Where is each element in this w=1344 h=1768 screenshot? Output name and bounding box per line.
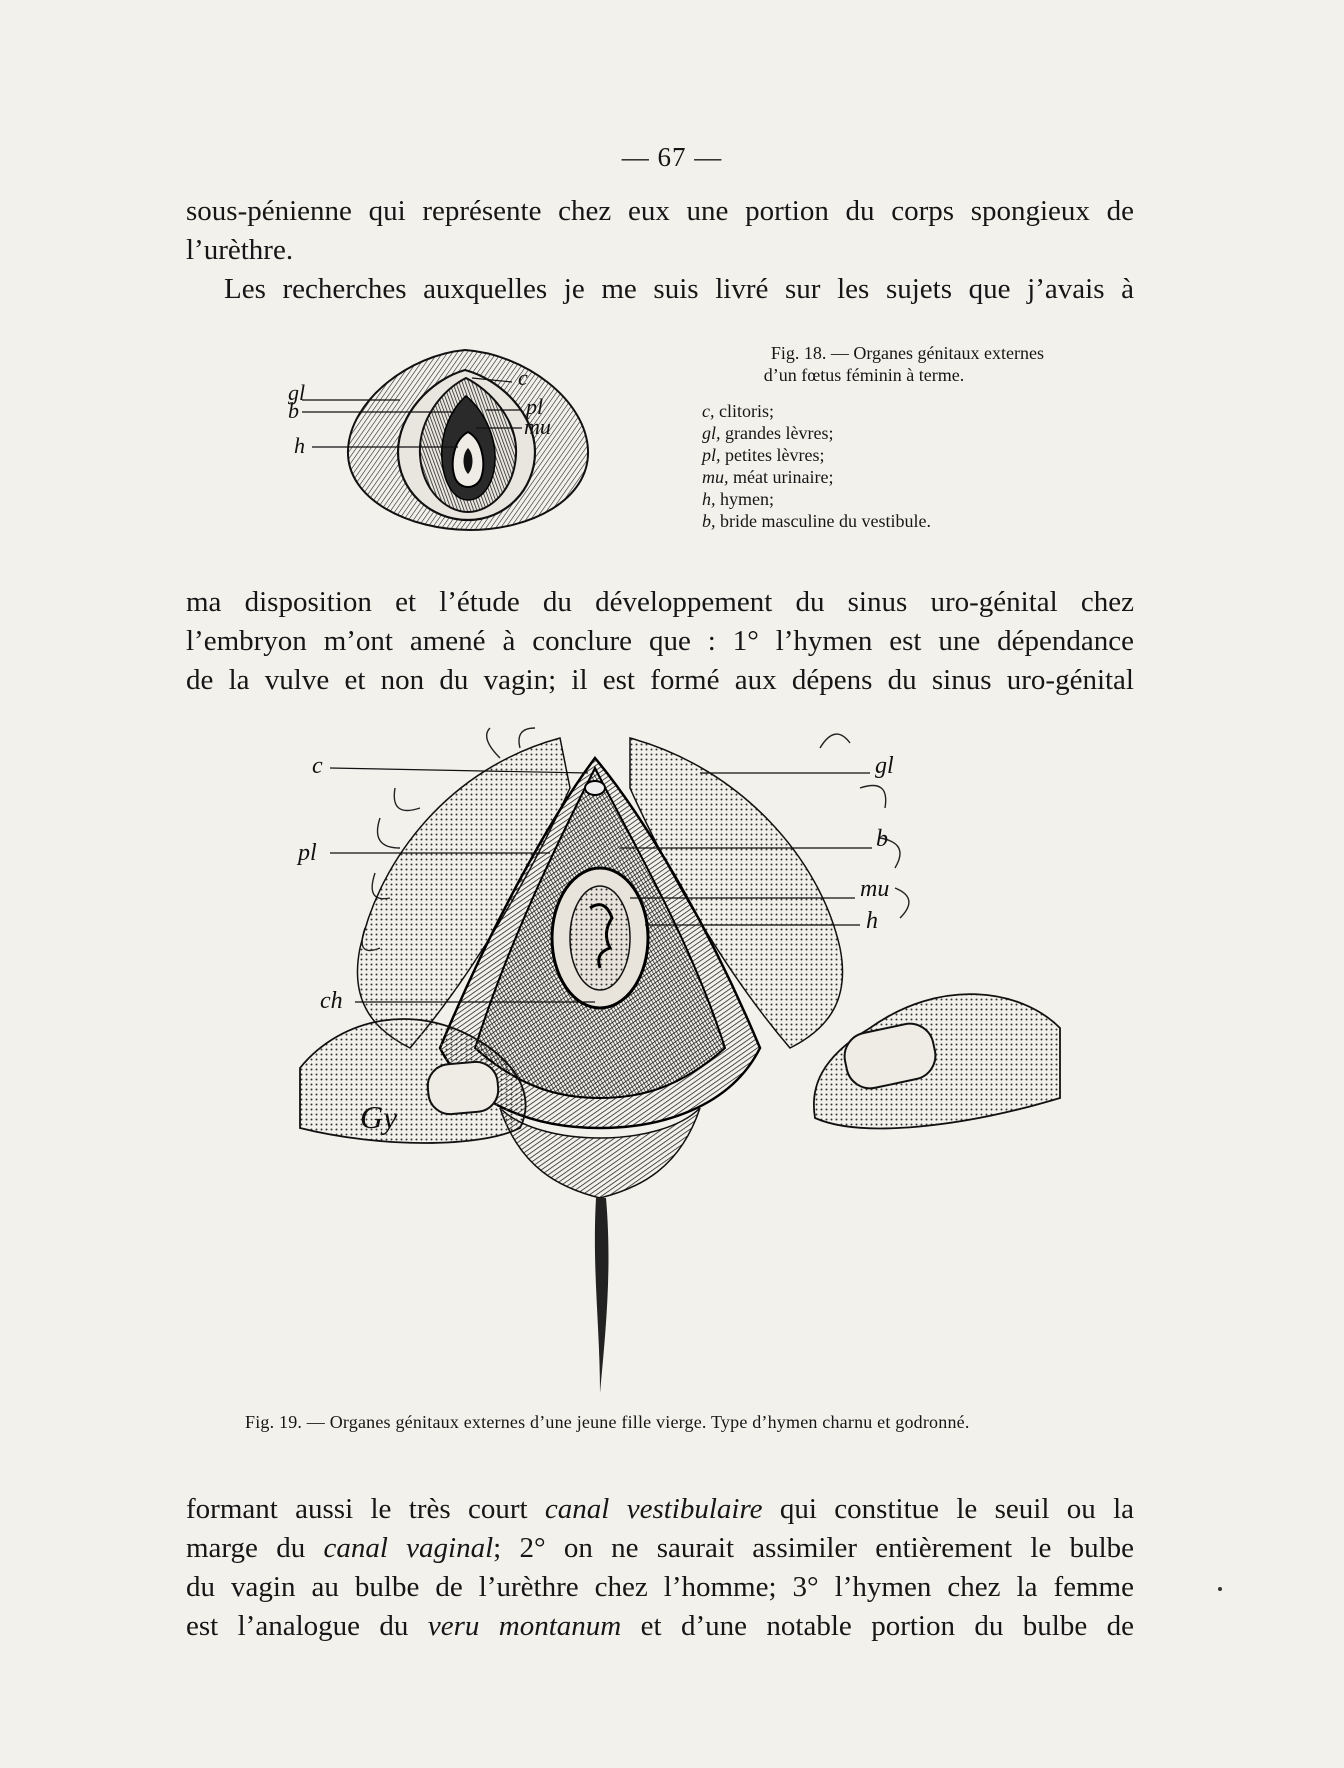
label-gl: gl (875, 753, 894, 779)
label-mu: mu (860, 876, 890, 902)
text-line: l’embryon m’ont amené à conclure que : 1° l’hymen est une dépendance (186, 625, 1134, 657)
text-line: Les recherches auxquelles je me suis livré sur les sujets que j’avais à (224, 273, 1134, 305)
page-number: — 67 — (621, 142, 723, 172)
label-mu: mu (524, 414, 551, 439)
label-b: b (288, 398, 299, 423)
caption-title: Fig. 18. — Organes génitaux externes (770, 343, 1044, 363)
text-line: marge du canal vaginal; 2° on ne saurait assimiler entièrement le bulbe (186, 1532, 1135, 1564)
label-pl: pl (298, 840, 317, 866)
legend-item: mu, méat urinaire; (702, 467, 834, 487)
label-b: b (876, 826, 888, 852)
label-pl: pl (526, 394, 544, 419)
label-gl: gl (288, 380, 306, 405)
label-h: h (294, 433, 305, 458)
text-line: formant aussi le très court canal vestibulaire qui constitue le seuil ou la (186, 1493, 1135, 1525)
text-line: du vagin au bulbe de l’urèthre chez l’homme; 3° l’hymen chez la femme (186, 1571, 1134, 1603)
paragraph-bottom (186, 1490, 1134, 1646)
figure-18-caption (684, 342, 1044, 532)
paragraph-top (186, 192, 1134, 309)
figure-18-legend (702, 400, 1044, 532)
label-h: h (866, 908, 878, 934)
legend-item: pl, petites lèvres; (702, 445, 825, 465)
text-line: de la vulve et non du vagin; il est formé aux dépens du sinus uro-génital (186, 664, 1134, 696)
legend-item: c, clitoris; (702, 401, 774, 421)
legend-item: h, hymen; (702, 489, 774, 509)
text-line: ma disposition et l’étude du développement du sinus uro-génital chez (186, 586, 1134, 618)
engraver-signature: Gy (360, 1099, 398, 1135)
label-c: c (518, 365, 528, 390)
caption-title-2: d’un fœtus féminin à terme. (763, 365, 965, 385)
label-ch: ch (320, 988, 343, 1014)
text-line: est l’analogue du veru montanum et d’une notable portion du bulbe de (186, 1610, 1134, 1642)
figure-18-illustration (290, 340, 650, 545)
paper-speck (1218, 1587, 1222, 1591)
label-c: c (312, 753, 323, 779)
figure-19-caption: Fig. 19. — Organes génitaux externes d’une jeune fille vierge. Type d’hymen charnu et godronné. (245, 1412, 970, 1432)
text-line: l’urèthre. (186, 234, 294, 266)
figure-19-illustration (300, 728, 1060, 1400)
paragraph-middle (186, 583, 1134, 700)
text-line: sous-pénienne qui représente chez eux une portion du corps spongieux de (186, 195, 1134, 227)
legend-item: gl, grandes lèvres; (702, 423, 834, 443)
legend-item: b, bride masculine du vestibule. (702, 511, 931, 531)
